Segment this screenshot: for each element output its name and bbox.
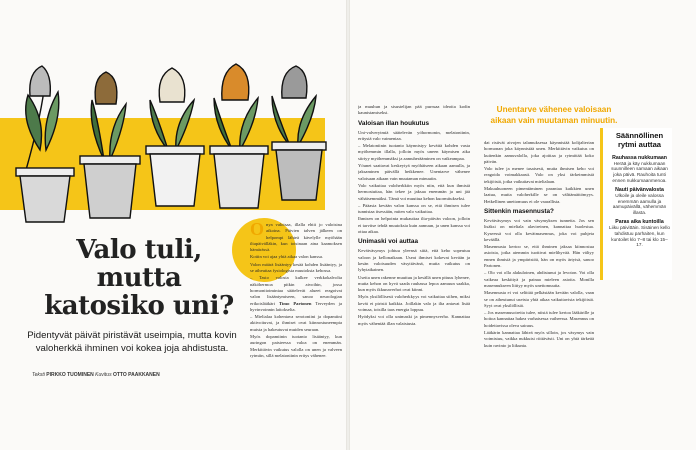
col3-p6: – Olo voi olla alakuloinen, ahdistunut ja levoton. Voi olla vaikeaa keskittyä ja painaa mieleen asioita. Monilla masennukseen liittyy myös unettomuutta. — [484, 270, 594, 288]
pot-3 — [146, 68, 204, 206]
tulip-pots-illustration — [0, 0, 330, 230]
lead-paragraph: Pidentyvät päivät piristävät useimpia, mutta kovin valoherkkä ihminen voi kokea joja ahdistusta. — [27, 330, 237, 354]
col2-p7: Ihmisen on helpointa mukauttaa ilta-päivän valoon, jolloin ei tarvitse tehdä muutoksia kuin aamuun, ja unen kanssa voi ottaa aikaa. — [358, 216, 470, 235]
body-column-1 — [250, 222, 342, 444]
headline-line-3: katosiko uni? — [44, 291, 234, 321]
col3-p5: Masennusta kertoo se, että ihminen jaksaa kiinnostua asioista, jotka aiemmin tuottivat mielihyvää. Hän vältyy ennen ihmisiä ja ympäristöä, hän on myös ärtyisä, sanoo Partonen. — [484, 244, 594, 269]
col1-p3: Valon määrä lisääntyy kesää kohden lisääntyy, ja se aiheuttaa fysiologisia muutoksia kehossa. — [250, 261, 342, 274]
col2-p1: ja muuhun ja sisustelijan pää purruaa ideoita kodin kaunistamiseksi. — [358, 104, 470, 116]
credit-illus-label: Kuvitus — [95, 372, 112, 378]
col3-p4: Kevätväsymys voi vain väsymyksen tunnetta. Jos sen lisäksi on mieliala alavireinen, kannattaa huolestua. Kyseessä voi olla kevätmasennus, joka voi puhjeta keväällä. — [484, 217, 594, 242]
credit-illus-name: OTTO PAAKKANEN — [112, 372, 160, 378]
col2-p11: Hyödyksi voi olla unimaski ja pimennysverho. Kannattaa myös vähentää illan valaistusta. — [358, 314, 470, 326]
pot-2 — [80, 72, 140, 218]
subheading-1: Valoisan illan houkutus — [358, 119, 430, 127]
col3-p1: dat ristivät aivojen talamuksessa käynnistää kolijalterian hormonan joka käynnistää unen. Merkittävin vaikutus on kuitenkin aamuvalolla, joka ajoittaa ja rytmittää koko päivän. — [484, 140, 594, 164]
expert-name: Timo Partonen — [278, 300, 312, 306]
col1-p7: Myös dopamiinin tuotanto lisääntyy, kun auringon paisteessa valoa on enemmän. Merkittävin vaikutus valolla on unen ja valveen rytmiin, sillä melatoniinin eritys vähenee. — [250, 334, 342, 358]
sidebar-heading-1: Rauhassa nukkumaan — [612, 154, 667, 161]
credit-text-name: PIRKKO TUOMINEN — [46, 372, 94, 378]
sidebar-title: Säännöllinen rytmi auttaa — [615, 131, 664, 149]
pot-4 — [210, 64, 268, 208]
col2-p4: Yöunet saattavat keskeytyä myöhäiseen aikaan aamulla, ja jaksaminen päivällä heikkenee. Unentarve vähenee valoisaan aikaan vain muutaman minuutin. — [358, 163, 470, 181]
headline — [34, 236, 244, 320]
pull-quote: Unentarve vähenee valoisaan aikaan vain muutaman minuutin. — [490, 105, 618, 125]
drop-cap: O — [250, 222, 265, 239]
magazine-spine — [346, 0, 350, 450]
subheading-3: Sittenkin masennusta? — [484, 207, 554, 215]
col3-p9: Lääkärin kannattaa lähteä myös silloin, jos väsymys vain voimistuu, vaikka nukkuisi riittävästi. Uni on yhtä tärkeää kuin ravinto ja liikunta. — [484, 330, 594, 348]
col2-p5: Valo vaikuttaa valoherkkiin myös niin, että kun ihmistä hermostuttaa, hän tekee ja jaksaa enemmän ja uni jää vähäisemmäksi. Tämä voi muuttua kehon kuormitukseksi. — [358, 182, 470, 201]
col2-p3: – Melatoniinin tuotanto käynnistyy kevättä kohden vasta myöhemmin illalla, jolloin myös uneen käymisen aika siirtyy myöhemmäksi ja aamuherääminen on vaikeampaa. — [358, 143, 470, 161]
sidebar-text-1: Herää ja käy nukkumaan suunnilleen samaan aikaan joka päivä. Rauhoita tunti ennen nukkumaanmenoa. — [611, 160, 668, 183]
col2-p2: Uni-valverytmiä säätelevän yöhormonin, melatoniinin, eritystä valo vaimentaa. — [358, 129, 470, 141]
sidebar-heading-3: Paras aika kuntoilla — [615, 218, 664, 225]
col3-p7: Masennusta ei voi selittää pelkästään kevään valolla, vaan se on aiheutunut useista yhtä aikaa vaikuttavista tekijöistä. Syyt ovat yksilöllisiä. — [484, 290, 594, 308]
col1-p5: Terveyden ja hyvinvoinnin laitokselta. — [250, 300, 342, 312]
col2-p6: – Pääasia kevään valon kanssa on se, että ihmisen tulee tunnistaa itsessään, miten valo vaikuttaa. — [358, 202, 470, 215]
col2-p9: Useita unen rakenne muuttuu ja kesällä unen pituus lyhenee, mutta kehon on hyvä saada rauhassa lepoa aamuun saakka, kun myös ikkunaverhot ovat kiinni. — [358, 274, 470, 293]
sidebar-text-2: Ulkoile ja oleile valossa enemmän aamulla ja aamupäivällä, vähemmän illasta. — [612, 192, 667, 216]
col3-p8: – Jos masennusoireita tulee, niistä tulee kertoa lääkärille ja hoitoa kannattaa hakea varhaisessa vaiheessa. Masennus on hoidettavissa oleva sairaus. — [484, 310, 594, 328]
col3-p3: Makuuhuoneen pimentäminen parantaa kaikkien unen laatua, mutta valoherkille se on välttämättömyys. Hetkellinen unettomuus ei ole vaarallista. — [484, 186, 594, 204]
credit-text-label: Teksti — [32, 372, 45, 378]
col1-p6: – Mielialaa kohentava serotoniini ja dopamiini aktivoituvat, ja ihmiset ovat kiinnostuneempia muista ja hakeutuvat muiden seuraan. — [250, 314, 342, 332]
pot-1 — [16, 66, 74, 222]
sidebar-text-3: Liiku päivittäin. Sisäinen kello tahdistuu parhaiten, kun kuntoilet klo 7–8 tai klo 15–17. — [609, 224, 670, 248]
headline-line-1: Valo tuli, — [76, 235, 202, 265]
col2-p10: Myös yksilöllisesti valoherkkyys voi vaikuttaa siihen, miksi kevät ei piristä kaikkia. Joillakin valo ja ilta antavat lisää voimaa, toisilla taas energia loppuu. — [358, 294, 470, 313]
headline-line-2: mutta — [96, 263, 182, 293]
col1-p2: Kotiin voi ajaa yhtä aikaa valon kanssa. — [250, 254, 324, 260]
tips-sidebar — [600, 128, 672, 280]
subheading-2: Unimaski voi auttaa — [358, 238, 419, 246]
col3-p2: Valo tulee ja menee tasaisesti, mutta ihmisen keho voi reagoida voimakkaasti. Valo on yksi tärkeimmistä tekijöistä, jotka vaikuttavat mielialaan. — [484, 166, 594, 184]
byline — [32, 372, 160, 378]
body-column-2 — [358, 104, 470, 444]
body-column-3 — [484, 140, 594, 444]
pot-5 — [272, 66, 326, 200]
col2-p8: Kevätväsymys johtuu yleensä siitä, että keho sopeutuu valoon ja kellonaikaan. Useat ihmiset kokevat kevään ja kesän valoisuuden väsyttävänä, mutta vaikutus on lyhytaikainen. — [358, 248, 470, 273]
col1-p1: nya valoisaa, illalla ehtii jo valoisina aikoina. Päivien talven jälkeen on helpompi lähteä kävelylle myöhään iltapäivälläkin, kun toisinaan aina kaamoksen hämärässä. — [250, 222, 342, 253]
col1-p4: – Tasto valosta kulkee verkkokalvolta näköhermoa pitkin aivoihin, jossa hormonitoimintaa säätelevät alueet reagoivat valon lisääntymiseen, sanoo neurologian erikoislääkäri — [250, 275, 342, 306]
sidebar-heading-2: Nauti päivänvalosta — [615, 186, 664, 193]
